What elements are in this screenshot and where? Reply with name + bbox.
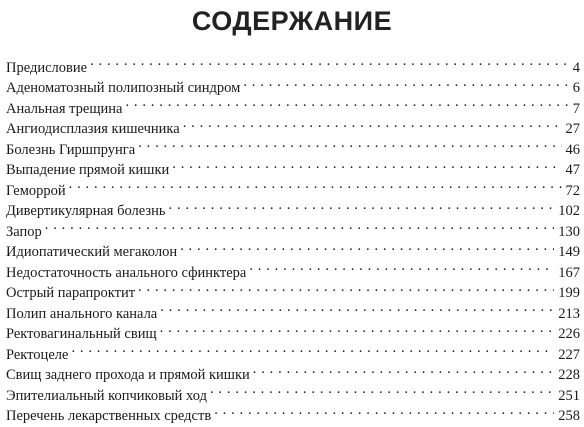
toc-entry-title: Ректовагинальный свищ [6,326,157,342]
dot-leader [253,359,554,380]
toc-entry-title: Болезнь Гиршпрунга [6,141,136,158]
toc-entry-title: Аденоматозный полипозный синдром [6,80,241,96]
toc-entry-page-number: 7 [572,100,580,117]
toc-entry [6,174,580,199]
toc-entry-title: Недостаточность анального сфинктера [6,264,247,281]
toc-entry [6,359,580,383]
toc-entry-title: Дивертикулярная болезнь [6,203,166,219]
toc-entry-page-number: 27 [565,121,580,137]
dot-leader [169,195,555,216]
toc-entry-page-number: 258 [558,408,580,424]
toc-entry-page-number: 167 [558,264,580,281]
toc-entry-title: Полип анального канала [6,305,158,322]
toc-entry-title: Предисловие [6,59,88,76]
toc-entry-page-number: 102 [558,203,580,219]
toc-entry-title: Выпадение прямой кишки [6,162,170,178]
toc-entry-page-number: 130 [558,223,580,240]
dot-leader [138,277,554,298]
dot-leader [160,297,554,318]
dot-leader [138,133,561,154]
toc-entry [6,51,580,76]
toc-entry-page-number: 72 [565,182,580,199]
dot-leader [183,113,562,134]
toc-entry-title: Острый парапроктит [6,285,136,301]
dot-leader [125,92,568,113]
toc-entry-title: Свищ заднего прохода и прямой кишки [6,367,250,383]
dot-leader [69,174,562,195]
toc-entry-page-number: 47 [565,162,580,178]
toc-entry-title: Запор [6,223,42,240]
toc-entry-title: Идиопатический мегаколон [6,244,178,260]
dot-leader [243,72,568,93]
dot-leader [45,215,554,236]
dot-leader [249,256,554,277]
toc-entry [6,195,580,219]
toc-entry-title: Ангиодисплазия кишечника [6,121,180,137]
toc-entry-page-number: 46 [565,141,580,158]
toc-entry-page-number: 199 [558,285,580,301]
toc-entry-page-number: 251 [558,387,580,404]
dot-leader [214,400,554,421]
toc-entry-page-number: 149 [558,244,580,260]
toc-entry-title: Ректоцеле [6,346,69,363]
toc-entry-page-number: 6 [572,80,580,96]
toc-entry-page-number: 227 [558,346,580,363]
toc-entry [6,215,580,240]
dot-leader [180,236,554,257]
toc-entry [6,338,580,363]
table-of-contents [6,51,580,424]
toc-entry-title: Перечень лекарственных средств [6,408,212,424]
toc-entry-page-number: 228 [558,367,580,383]
toc-entry [6,72,580,96]
toc-entry [6,236,580,260]
toc-entry-page-number: 226 [558,326,580,342]
dot-leader [172,154,561,175]
dot-leader [71,338,554,359]
dot-leader [210,379,554,400]
dot-leader [90,51,569,72]
toc-entry-title: Геморрой [6,182,66,199]
toc-entry-title: Анальная трещина [6,100,123,117]
toc-entry-page-number: 4 [572,59,580,76]
page-title: СОДЕРЖАНИЕ [191,6,393,36]
toc-entry-title: Эпителиальный копчиковый ход [6,387,207,404]
toc-entry-page-number: 213 [558,305,580,322]
dot-leader [160,318,555,339]
